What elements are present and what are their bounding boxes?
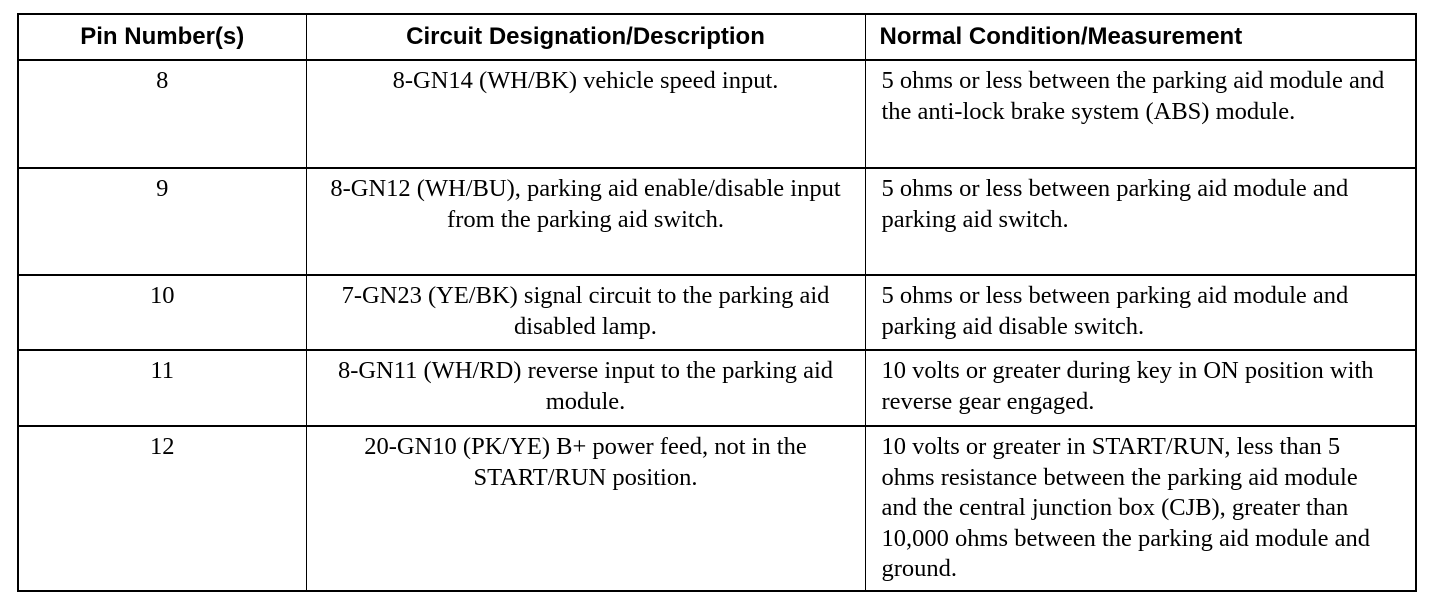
pin-number-cell: 10 <box>18 275 306 350</box>
header-normal-condition: Normal Condition/Measurement <box>865 14 1416 60</box>
circuit-description-cell: 20-GN10 (PK/YE) B+ power feed, not in the START/RUN position. <box>306 426 865 591</box>
circuit-description-cell: 8-GN14 (WH/BK) vehicle speed input. <box>306 60 865 168</box>
condition-cell: 5 ohms or less between parking aid module and parking aid switch. <box>865 168 1416 275</box>
table-row <box>18 350 1416 426</box>
header-circuit-designation: Circuit Designation/Description <box>306 14 865 60</box>
table-row <box>18 168 1416 275</box>
circuit-description-cell: 8-GN12 (WH/BU), parking aid enable/disable input from the parking aid switch. <box>306 168 865 275</box>
table-row <box>18 60 1416 168</box>
pin-number-cell: 8 <box>18 60 306 168</box>
condition-cell: 10 volts or greater in START/RUN, less than 5 ohms resistance between the parking aid module and the central junction box (CJB), greater than 10,000 ohms between the parking aid module and ground. <box>865 426 1416 591</box>
table-row <box>18 426 1416 591</box>
circuit-description-cell: 8-GN11 (WH/RD) reverse input to the parking aid module. <box>306 350 865 426</box>
pin-number-cell: 12 <box>18 426 306 591</box>
condition-cell: 10 volts or greater during key in ON position with reverse gear engaged. <box>865 350 1416 426</box>
pinout-table <box>17 13 1417 592</box>
table-row <box>18 275 1416 350</box>
circuit-description-cell: 7-GN23 (YE/BK) signal circuit to the parking aid disabled lamp. <box>306 275 865 350</box>
header-pin-numbers: Pin Number(s) <box>18 14 306 60</box>
condition-cell: 5 ohms or less between parking aid module and parking aid disable switch. <box>865 275 1416 350</box>
pin-number-cell: 11 <box>18 350 306 426</box>
header-row <box>18 14 1416 60</box>
pin-number-cell: 9 <box>18 168 306 275</box>
condition-cell: 5 ohms or less between the parking aid module and the anti-lock brake system (ABS) module. <box>865 60 1416 168</box>
